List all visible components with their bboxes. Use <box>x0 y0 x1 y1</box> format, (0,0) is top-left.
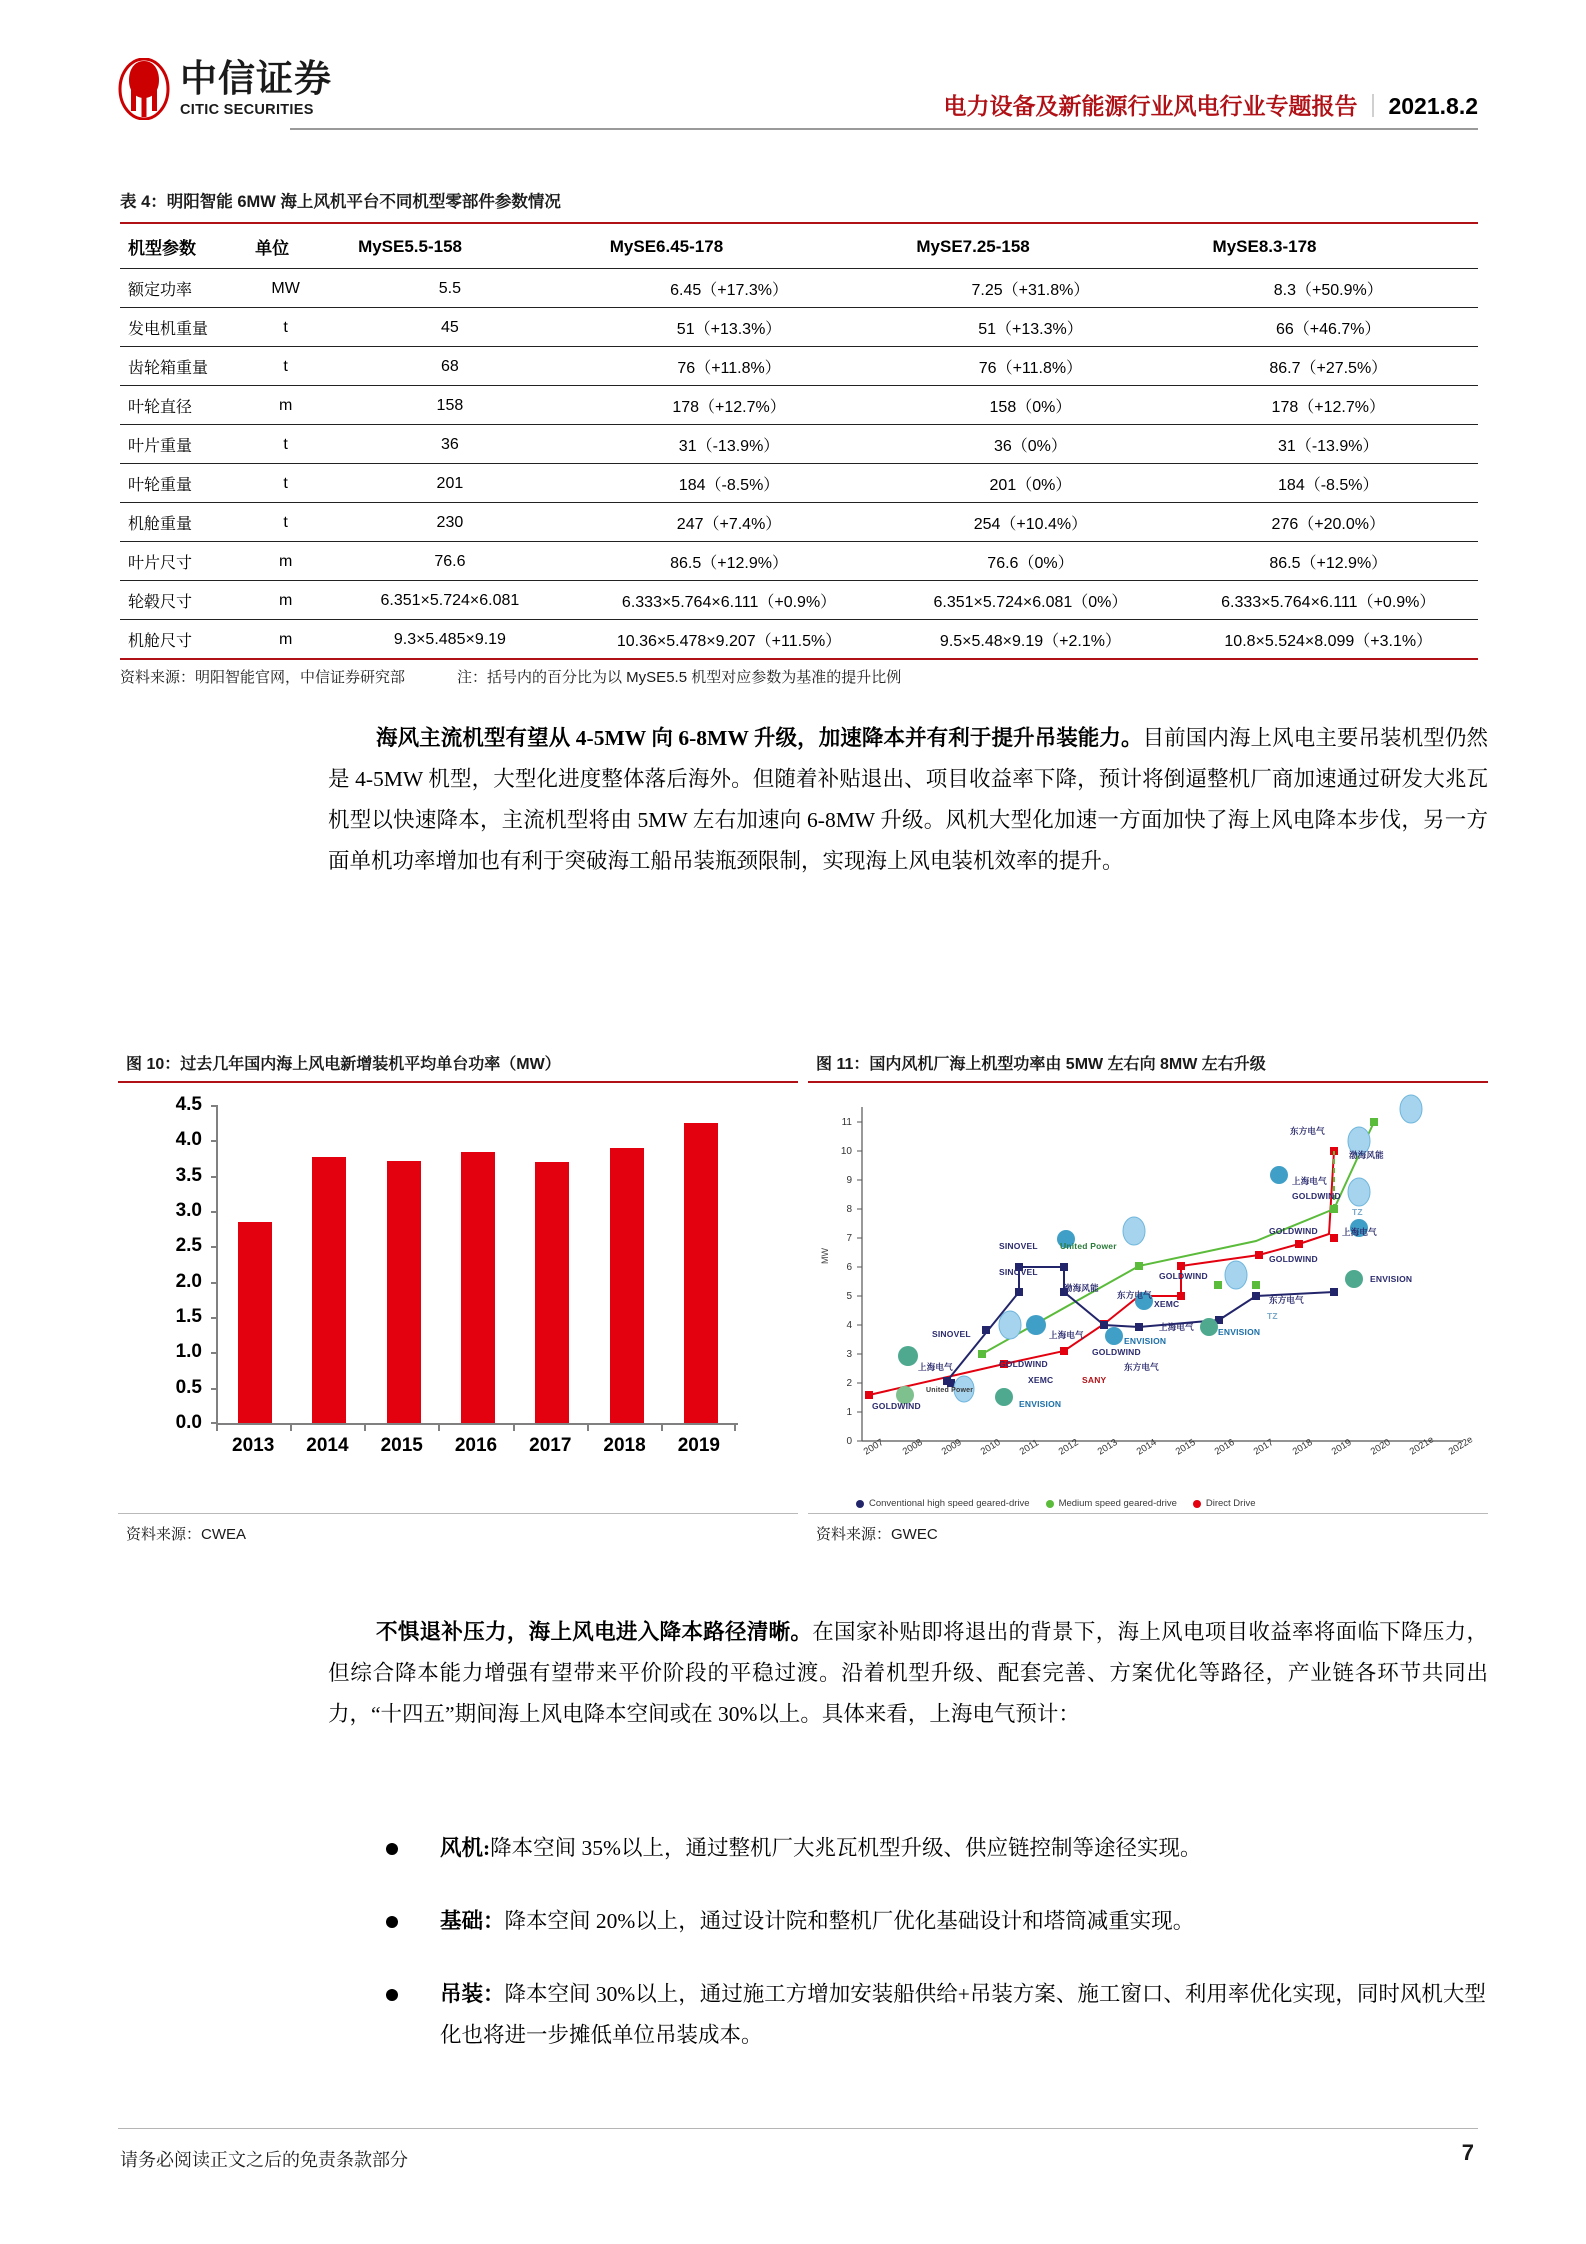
svg-text:2008: 2008 <box>900 1437 925 1458</box>
brand-label-envision: ENVISION <box>1370 1274 1413 1284</box>
body-paragraph-2 <box>328 1612 1488 1735</box>
bar-2019 <box>684 1123 718 1423</box>
svg-text:5: 5 <box>846 1291 852 1302</box>
bar-2014 <box>312 1157 346 1423</box>
figure-10-caption: 图 10：过去几年国内海上风电新增装机平均单台功率（MW） <box>118 1045 798 1083</box>
brand-label-sinovel: SINOVEL <box>999 1241 1038 1251</box>
bar-2017 <box>535 1162 569 1423</box>
bar-chart-avg-turbine-power <box>126 1095 790 1505</box>
table-source: 资料来源：明阳智能官网，中信证券研究部 <box>120 669 406 686</box>
cell-v2: 247（+7.4%） <box>576 503 883 542</box>
table-col-header-unit: 单位 <box>247 223 324 269</box>
cell-param: 叶轮重量 <box>120 464 247 503</box>
svg-text:2015: 2015 <box>1173 1437 1198 1458</box>
cell-v1: 201 <box>324 464 576 503</box>
table-row <box>120 542 1478 581</box>
brand-label-shanghai-electric: 上海电气 <box>918 1362 953 1372</box>
figure-11-source: 资料来源：GWEC <box>816 1526 938 1543</box>
cell-unit: m <box>247 386 324 425</box>
cell-v2: 31（-13.9%） <box>576 425 883 464</box>
svg-text:3: 3 <box>846 1349 852 1360</box>
bullet-text: 降本空间 35%以上，通过整机厂大兆瓦机型升级、供应链控制等途径实现。 <box>490 1836 1202 1860</box>
x-tick-label-2019: 2019 <box>677 1435 720 1456</box>
brand-label-dongfang-electric: 东方电气 <box>1269 1295 1304 1305</box>
bullet-label: 吊装： <box>440 1982 505 2006</box>
cell-v4: 86.5（+12.9%） <box>1179 542 1478 581</box>
brand-label-sinovel: SINOVEL <box>932 1329 971 1339</box>
y-tick-label: 2.0 <box>175 1270 202 1292</box>
svg-text:9: 9 <box>846 1175 852 1186</box>
svg-text:4: 4 <box>846 1320 852 1331</box>
brand-label-united-power: United Power <box>1060 1241 1117 1251</box>
bar-slot-2013 <box>218 1105 292 1423</box>
cell-v3: 9.5×5.48×9.19（+2.1%） <box>882 620 1178 660</box>
table-note: 注：括号内的百分比为以 MySE5.5 机型对应参数为基准的提升比例 <box>457 669 902 686</box>
table-row <box>120 425 1478 464</box>
bar-slot-2018 <box>589 1105 663 1423</box>
bullet-label: 风机: <box>440 1836 491 1860</box>
cell-v1: 68 <box>324 347 576 386</box>
table-row <box>120 464 1478 503</box>
bar-slot-2017 <box>515 1105 589 1423</box>
cell-param: 额定功率 <box>120 269 247 308</box>
x-tick-label-2017: 2017 <box>529 1435 572 1456</box>
svg-text:2010: 2010 <box>978 1437 1003 1458</box>
cell-unit: m <box>247 581 324 620</box>
cell-v4: 8.3（+50.9%） <box>1179 269 1478 308</box>
cell-v2: 184（-8.5%） <box>576 464 883 503</box>
cell-v3: 254（+10.4%） <box>882 503 1178 542</box>
svg-text:10: 10 <box>840 1146 852 1157</box>
svg-text:2021e: 2021e <box>1407 1434 1436 1458</box>
figure-11-caption: 图 11：国内风机厂海上机型功率由 5MW 左右向 8MW 左右升级 <box>808 1045 1488 1083</box>
legend-item-conventional <box>856 1498 1030 1509</box>
cell-v3: 36（0%） <box>882 425 1178 464</box>
brand-label-shanghai-electric: 上海电气 <box>1342 1227 1377 1237</box>
y-tick-label: 1.0 <box>175 1341 202 1363</box>
legend-label-direct-drive: Direct Drive <box>1205 1498 1256 1509</box>
legend-item-medium-speed <box>1046 1498 1177 1509</box>
figure-10 <box>118 1045 798 1545</box>
brand-label-csic: 渤海风能 <box>1349 1150 1384 1160</box>
svg-text:2007: 2007 <box>861 1437 886 1458</box>
header-divider <box>290 128 1478 130</box>
table-row <box>120 269 1478 308</box>
cell-unit: t <box>247 425 324 464</box>
cell-v3: 158（0%） <box>882 386 1178 425</box>
citic-logo-text <box>180 58 332 118</box>
svg-text:6: 6 <box>846 1262 852 1273</box>
y-tick-label: 4.0 <box>175 1129 202 1151</box>
brand-label-dongfang-electric: 东方电气 <box>1117 1290 1152 1300</box>
svg-text:2: 2 <box>846 1378 852 1389</box>
header-title-separator: ｜ <box>1361 93 1385 119</box>
cell-v2: 51（+13.3%） <box>576 308 883 347</box>
y-tick-label: 3.5 <box>175 1164 202 1186</box>
cell-unit: t <box>247 503 324 542</box>
x-tick-label-2015: 2015 <box>380 1435 423 1456</box>
footer-disclaimer: 请务必阅读正文之后的免责条款部分 <box>120 2150 408 2170</box>
legend-dot-red <box>1193 1500 1201 1508</box>
paragraph-2-body: 在国家补贴即将退出的背景下，海上风电项目收益率将面临下降压力，但综合降本能力增强有望带来平价阶段的平稳过渡。沿着机型升级、配套完善、方案优化等路径，产业链各环节共同出力，“十四五”期间海上风电降本空间或在 30%以上。具体来看，上海电气预计： <box>328 1620 1488 1726</box>
brand-label-xemc: XEMC <box>1154 1299 1180 1309</box>
table-row <box>120 386 1478 425</box>
brand-label-envision: ENVISION <box>1124 1336 1167 1346</box>
cell-v3: 76.6（0%） <box>882 542 1178 581</box>
cell-param: 轮毂尺寸 <box>120 581 247 620</box>
cell-v1: 5.5 <box>324 269 576 308</box>
brand-label-goldwind: GOLDWIND <box>1159 1271 1208 1281</box>
cell-v2: 76（+11.8%） <box>576 347 883 386</box>
cell-v3: 7.25（+31.8%） <box>882 269 1178 308</box>
bar-chart-bars <box>218 1105 738 1423</box>
bullet-dot-icon <box>386 1916 398 1928</box>
citic-logo-icon <box>118 58 170 120</box>
x-tick-label-2013: 2013 <box>232 1435 275 1456</box>
bullet-dot-icon <box>386 1843 398 1855</box>
bullet-text: 降本空间 30%以上，通过施工方增加安装船供给+吊装方案、施工窗口、利用率优化实现，同时风机大型化也将进一步摊低单位吊装成本。 <box>440 1982 1486 2047</box>
brand-label-goldwind: GOLDWIND <box>1269 1254 1318 1264</box>
legend-dot-navy <box>856 1500 864 1508</box>
bullet-text: 降本空间 20%以上，通过设计院和整机厂优化基础设计和塔筒减重实现。 <box>504 1909 1195 1933</box>
cell-v4: 31（-13.9%） <box>1179 425 1478 464</box>
cell-unit: t <box>247 347 324 386</box>
table-source-line <box>120 666 901 687</box>
cell-v1: 45 <box>324 308 576 347</box>
paragraph-2-lead: 不惧退补压力，海上风电进入降本路径清晰。 <box>376 1620 813 1644</box>
body-paragraph-1 <box>328 718 1488 882</box>
figure-11-body <box>808 1083 1488 1514</box>
table-col-header-myse645: MySE6.45-178 <box>576 223 883 269</box>
bar-chart-x-axis-labels <box>216 1435 736 1457</box>
y-tick-label: 1.5 <box>175 1306 202 1327</box>
logo-english-name: CITIC SECURITIES <box>180 101 314 118</box>
svg-text:2016: 2016 <box>1212 1437 1237 1458</box>
cell-unit: m <box>247 620 324 660</box>
cell-param: 齿轮箱重量 <box>120 347 247 386</box>
table-row <box>120 581 1478 620</box>
bar-slot-2019 <box>664 1105 738 1423</box>
svg-text:2017: 2017 <box>1251 1437 1276 1458</box>
list-item <box>378 1828 1488 1869</box>
brand-label-tz: TZ <box>1352 1207 1363 1217</box>
cell-param: 叶片重量 <box>120 425 247 464</box>
cell-v2: 10.36×5.478×9.207（+11.5%） <box>576 620 883 660</box>
svg-text:11: 11 <box>841 1117 852 1128</box>
header-date: 2021.8.2 <box>1388 93 1478 119</box>
footer-divider <box>118 2128 1478 2129</box>
y-tick-label: 2.5 <box>175 1235 202 1257</box>
table-caption: 表 4：明阳智能 6MW 海上风机平台不同机型零部件参数情况 <box>120 193 561 211</box>
bar-2015 <box>387 1161 421 1423</box>
brand-label-envision: ENVISION <box>1218 1327 1261 1337</box>
list-item <box>378 1901 1488 1942</box>
header-report-title <box>943 88 1478 121</box>
cell-v4: 6.333×5.764×6.111（+0.9%） <box>1179 581 1478 620</box>
bar-slot-2016 <box>441 1105 515 1423</box>
brand-label-goldwind: GOLDWIND <box>1092 1347 1141 1357</box>
svg-text:7: 7 <box>846 1233 852 1244</box>
cell-v1: 76.6 <box>324 542 576 581</box>
legend-item-direct-drive <box>1193 1498 1256 1509</box>
chart11-y-axis-title: MW <box>820 1248 830 1264</box>
svg-text:2022e: 2022e <box>1446 1434 1475 1458</box>
cell-v1: 6.351×5.724×6.081 <box>324 581 576 620</box>
cell-v4: 276（+20.0%） <box>1179 503 1478 542</box>
y-tick-label: 0.5 <box>175 1376 202 1398</box>
brand-label-united-power: United Power <box>926 1387 974 1394</box>
cell-v2: 6.45（+17.3%） <box>576 269 883 308</box>
chart11-legend <box>856 1498 1255 1509</box>
table-row <box>120 347 1478 386</box>
cell-v4: 184（-8.5%） <box>1179 464 1478 503</box>
cell-param: 叶片尺寸 <box>120 542 247 581</box>
legend-label-conventional: Conventional high speed geared-drive <box>869 1498 1030 1509</box>
svg-text:2009: 2009 <box>939 1437 964 1458</box>
parameter-table <box>120 222 1478 660</box>
brand-label-dongfang-electric: 东方电气 <box>1124 1362 1159 1372</box>
cell-v1: 158 <box>324 386 576 425</box>
cell-param: 机舱尺寸 <box>120 620 247 660</box>
x-tick-label-2016: 2016 <box>454 1435 498 1456</box>
table-row <box>120 503 1478 542</box>
table-col-header-myse83: MySE8.3-178 <box>1179 223 1478 269</box>
cell-v3: 201（0%） <box>882 464 1178 503</box>
svg-text:2019: 2019 <box>1329 1437 1354 1458</box>
bar-2018 <box>610 1148 644 1424</box>
figure-10-body <box>118 1083 798 1514</box>
list-item <box>378 1974 1488 2056</box>
brand-label-dongfang-electric: 东方电气 <box>1290 1126 1325 1136</box>
svg-text:2013: 2013 <box>1095 1437 1120 1458</box>
x-tick-label-2014: 2014 <box>306 1435 349 1456</box>
brand-label-shanghai-electric: 上海电气 <box>1292 1176 1327 1186</box>
cell-v3: 76（+11.8%） <box>882 347 1178 386</box>
svg-text:2020: 2020 <box>1368 1437 1393 1458</box>
svg-text:8: 8 <box>846 1204 852 1215</box>
bar-chart-y-axis-labels <box>148 1094 210 1433</box>
svg-text:2012: 2012 <box>1056 1437 1081 1458</box>
page-header <box>118 48 1478 138</box>
brand-label-tz: TZ <box>1267 1311 1278 1321</box>
cell-unit: m <box>247 542 324 581</box>
y-tick-label: 3.0 <box>175 1200 202 1221</box>
svg-text:0: 0 <box>846 1436 852 1447</box>
brand-label-shanghai-electric: 上海电气 <box>1049 1330 1084 1340</box>
paragraph-1-lead: 海风主流机型有望从 4-5MW 向 6-8MW 升级，加速降本并有利于提升吊装能力。 <box>376 726 1143 750</box>
cell-v1: 230 <box>324 503 576 542</box>
brand-label-sinovel: SINOVEL <box>999 1267 1038 1277</box>
svg-text:1: 1 <box>846 1407 852 1418</box>
cell-v4: 10.8×5.524×8.099（+3.1%） <box>1179 620 1478 660</box>
cell-unit: t <box>247 464 324 503</box>
page-number: 7 <box>1461 2140 1474 2165</box>
brand-label-envision: ENVISION <box>1019 1399 1062 1409</box>
cell-v2: 86.5（+12.9%） <box>576 542 883 581</box>
bar-chart-plot-area <box>216 1105 738 1425</box>
cell-v3: 51（+13.3%） <box>882 308 1178 347</box>
brand-label-goldwind: GOLDWIND <box>999 1359 1048 1369</box>
x-tick-label-2018: 2018 <box>603 1435 646 1456</box>
table-row <box>120 620 1478 660</box>
svg-text:2011: 2011 <box>1017 1437 1041 1458</box>
cell-v4: 86.7（+27.5%） <box>1179 347 1478 386</box>
cell-param: 叶轮直径 <box>120 386 247 425</box>
cell-unit: MW <box>247 269 324 308</box>
y-tick-label: 4.5 <box>175 1094 202 1115</box>
brand-label-goldwind: GOLDWIND <box>1292 1191 1341 1201</box>
cell-param: 机舱重量 <box>120 503 247 542</box>
cell-v1: 9.3×5.485×9.19 <box>324 620 576 660</box>
brand-label-shanghai-electric: 上海电气 <box>1159 1322 1194 1332</box>
scatter-line-chart-turbine-power-evolution <box>814 1089 1482 1511</box>
y-tick-label: 0.0 <box>175 1412 202 1433</box>
table-col-header-myse55: MySE5.5-158 <box>324 223 576 269</box>
cell-v2: 6.333×5.764×6.111（+0.9%） <box>576 581 883 620</box>
table-col-header-myse725: MySE7.25-158 <box>882 223 1178 269</box>
bullet-dot-icon <box>386 1989 398 2001</box>
cell-v4: 178（+12.7%） <box>1179 386 1478 425</box>
brand-label-sany: SANY <box>1082 1375 1107 1385</box>
cell-v3: 6.351×5.724×6.081（0%） <box>882 581 1178 620</box>
bar-slot-2015 <box>367 1105 441 1423</box>
cell-v4: 66（+46.7%） <box>1179 308 1478 347</box>
brand-label-xemc: XEMC <box>1028 1375 1054 1385</box>
table-col-header-param: 机型参数 <box>120 223 247 269</box>
cell-v1: 36 <box>324 425 576 464</box>
citic-logo <box>118 58 332 120</box>
svg-text:2018: 2018 <box>1290 1437 1315 1458</box>
legend-dot-green <box>1046 1500 1054 1508</box>
header-title-text: 电力设备及新能源行业风电行业专题报告 <box>943 93 1358 119</box>
paragraph-1-body: 目前国内海上风电主要吊装机型仍然是 4-5MW 机型，大型化进度整体落后海外。但随着补贴退出、项目收益率下降，预计将倒逼整机厂商加速通过研发大兆瓦机型以快速降本，主流机型将由 5MW 左右加速向 6-8MW 升级。风机大型化加速一方面加快了海上风电降本步伐，另一方面单机功率增加也有利于突破海工船吊装瓶颈限制，实现海上风电装机效率的提升。 <box>328 726 1488 873</box>
bullet-list <box>378 1828 1488 2088</box>
legend-label-medium-speed: Medium speed geared-drive <box>1058 1498 1177 1509</box>
svg-text:2014: 2014 <box>1134 1437 1159 1458</box>
bar-slot-2014 <box>292 1105 366 1423</box>
logo-chinese-name: 中信证券 <box>180 58 332 100</box>
brand-label-csic: 渤海风能 <box>1064 1283 1099 1293</box>
bar-2013 <box>238 1222 272 1423</box>
brand-label-goldwind: GOLDWIND <box>872 1401 921 1411</box>
table-row <box>120 308 1478 347</box>
cell-unit: t <box>247 308 324 347</box>
figure-11 <box>808 1045 1488 1545</box>
bar-chart-x-ticks <box>216 1423 736 1431</box>
bullet-label: 基础： <box>440 1909 505 1933</box>
table-header-row <box>120 223 1478 269</box>
figure-10-source: 资料来源：CWEA <box>126 1526 247 1543</box>
cell-v2: 178（+12.7%） <box>576 386 883 425</box>
brand-label-goldwind: GOLDWIND <box>1269 1226 1318 1236</box>
bar-2016 <box>461 1152 495 1423</box>
cell-param: 发电机重量 <box>120 308 247 347</box>
